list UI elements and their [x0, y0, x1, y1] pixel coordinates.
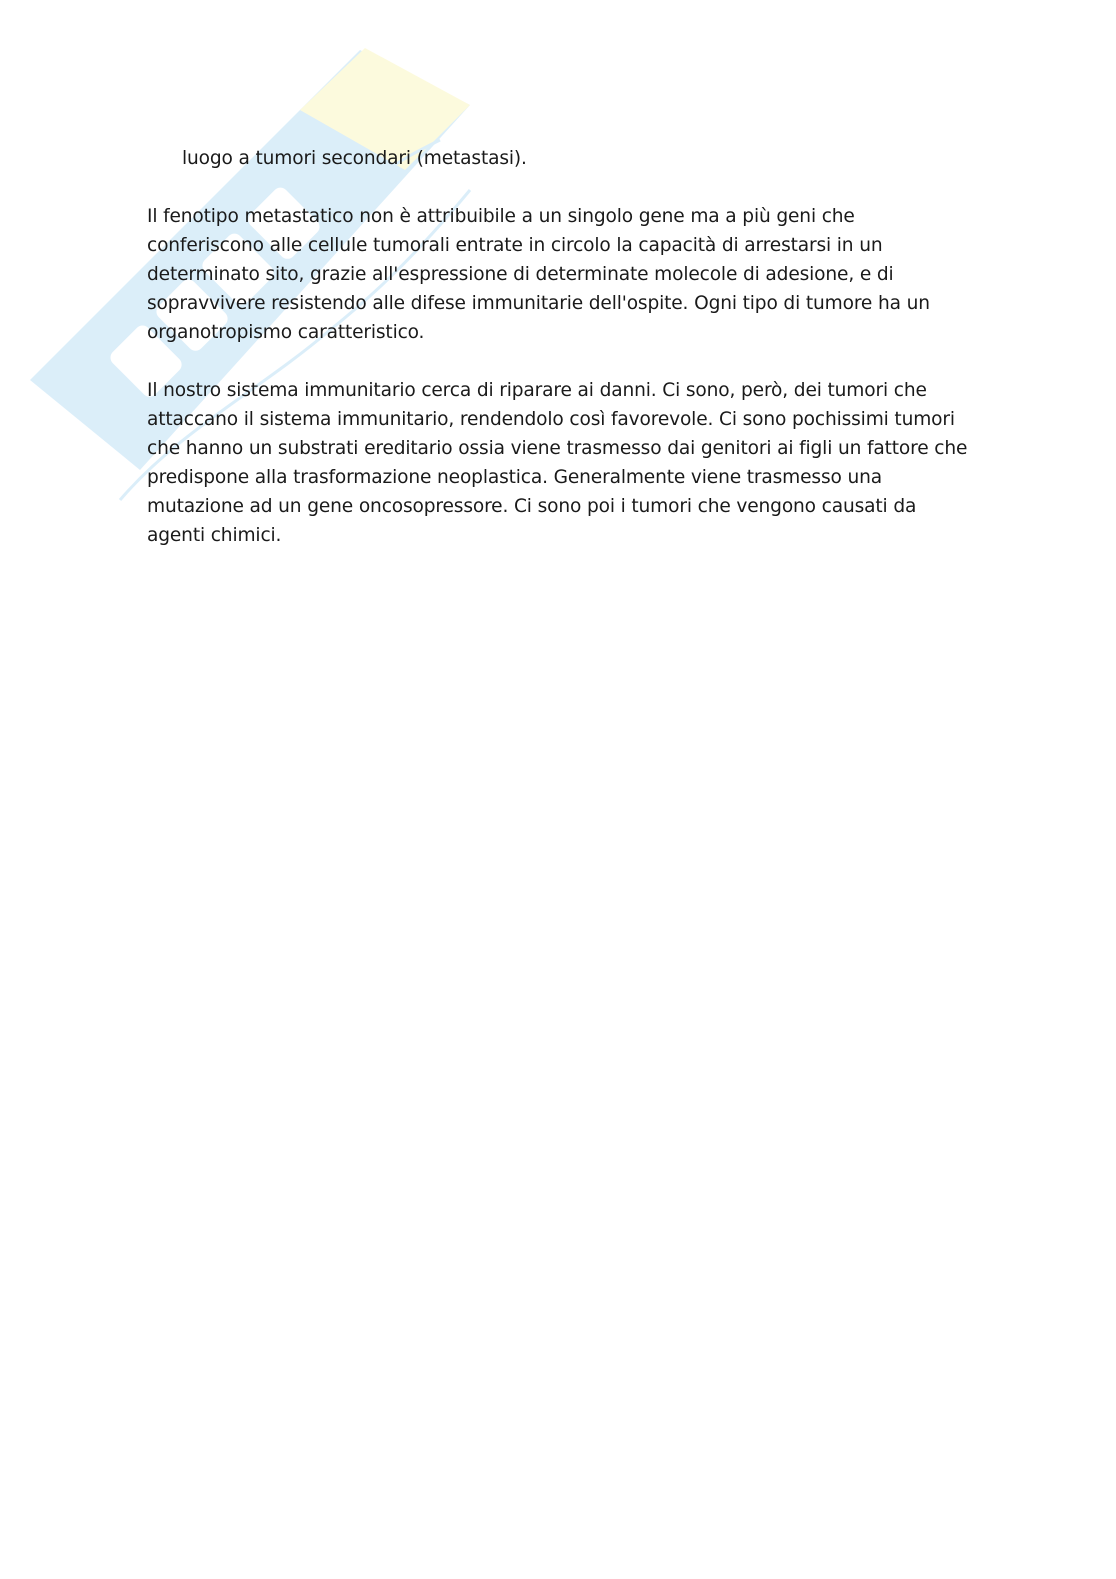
paragraph-metastatic-phenotype: Il fenotipo metastatico non è attribuibile a un singolo gene ma a più geni che conferiscono alle cellule tumorali entrate in circolo la capacità di arrestarsi in un determinato sito, grazie all'espressione di determinate molecole di adesione, e di sopravvivere resistendo alle difese immunitarie dell'ospite. Ogni tipo di tumore ha un organotropismo caratteristico.: [147, 206, 930, 343]
paragraph-continuation: luogo a tumori secondari (metastasi).: [182, 148, 527, 169]
document-body: [147, 144, 977, 579]
paragraph-immune-system: Il nostro sistema immunitario cerca di riparare ai danni. Ci sono, però, dei tumori che attaccano il sistema immunitario, rendendolo così favorevole. Ci sono pochissimi tumori che hanno un substrati ereditario ossia viene trasmesso dai genitori ai figli un fattore che predispone alla trasformazione neoplastica. Generalmente viene trasmesso una mutazione ad un gene oncosopressore. Ci sono poi i tumori che vengono causati da agenti chimici.: [147, 380, 968, 546]
